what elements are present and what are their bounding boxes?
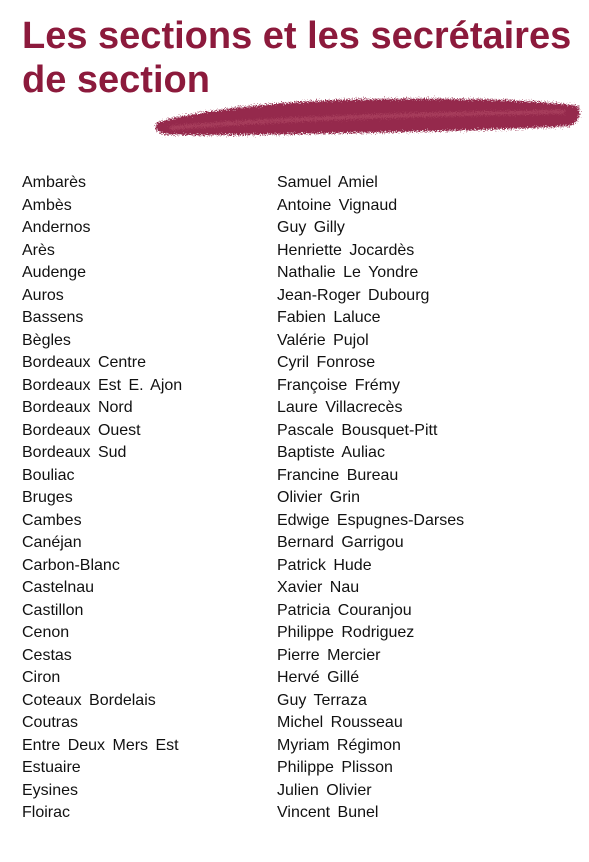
page-title-line-2: de section — [22, 59, 210, 101]
secretary-name: Pascale Bousquet-Pitt — [277, 421, 438, 439]
secretary-name: Cyril Fonrose — [277, 354, 376, 371]
section-name: Estuaire — [22, 759, 81, 776]
secretary-name: Guy Terraza — [277, 691, 367, 709]
section-name: Cenon — [22, 624, 70, 641]
section-name: Bassens — [22, 309, 84, 326]
secretary-name: Antoine Vignaud — [277, 196, 398, 214]
section-name: Auros — [22, 286, 64, 304]
section-name: Castelnau — [22, 579, 95, 596]
section-name: Bordeaux Ouest — [22, 421, 141, 439]
section-name: Bordeaux Sud — [22, 444, 127, 461]
secretary-name: Francine Bureau — [277, 466, 399, 484]
secretary-name: Valérie Pujol — [277, 331, 369, 349]
secretary-name: Edwige Espugnes-Darses — [277, 511, 465, 529]
section-name: Carbon-Blanc — [22, 556, 120, 574]
secretary-name: Henriette Jocardès — [277, 241, 415, 259]
section-name: Bordeaux Centre — [22, 354, 146, 371]
section-name: Castillon — [22, 601, 84, 619]
sections-list — [22, 172, 262, 825]
section-name: Bordeaux Est E. Ajon — [22, 376, 183, 394]
section-name: Arès — [22, 241, 55, 259]
section-name: Cambes — [22, 511, 82, 529]
secretary-name: Fabien Laluce — [277, 309, 381, 326]
section-name: Coteaux Bordelais — [22, 691, 156, 709]
secretary-name: Bernard Garrigou — [277, 534, 404, 551]
section-name: Ambarès — [22, 174, 87, 191]
section-name: Bordeaux Nord — [22, 399, 133, 416]
secretary-name: Philippe Rodriguez — [277, 624, 415, 641]
section-name: Audenge — [22, 264, 87, 281]
secretary-name: Françoise Frémy — [277, 376, 401, 394]
section-name: Entre Deux Mers Est — [22, 736, 179, 754]
section-name: Bouliac — [22, 466, 75, 484]
secretary-name: Xavier Nau — [277, 579, 360, 596]
page-title-line-1: Les sections et les secrétaires — [22, 15, 572, 57]
section-name: Canéjan — [22, 534, 82, 551]
secretary-name: Hervé Gillé — [277, 669, 360, 686]
secretary-name: Nathalie Le Yondre — [277, 264, 419, 281]
secretary-name: Vincent Bunel — [277, 804, 379, 821]
secretary-name: Olivier Grin — [277, 489, 361, 506]
section-name: Bruges — [22, 489, 73, 506]
secretary-name: Patricia Couranjou — [277, 601, 412, 619]
page-title — [22, 14, 571, 102]
secretary-name: Guy Gilly — [277, 219, 345, 236]
secretary-name: Michel Rousseau — [277, 714, 403, 731]
section-name: Ciron — [22, 669, 61, 686]
secretary-name: Laure Villacrecès — [277, 399, 403, 416]
section-name: Floirac — [22, 804, 71, 821]
section-name: Bègles — [22, 331, 71, 349]
secretary-name: Julien Olivier — [277, 781, 372, 799]
secretary-name: Myriam Régimon — [277, 736, 401, 754]
secretary-name: Pierre Mercier — [277, 646, 381, 664]
secretary-name: Philippe Plisson — [277, 759, 393, 776]
secretary-name: Patrick Hude — [277, 556, 372, 574]
section-name: Coutras — [22, 714, 79, 731]
secretary-name: Baptiste Auliac — [277, 444, 385, 461]
secretary-name: Jean-Roger Dubourg — [277, 286, 430, 304]
section-name: Andernos — [22, 219, 91, 236]
section-name: Eysines — [22, 781, 79, 799]
secretary-name: Samuel Amiel — [277, 174, 378, 191]
section-name: Cestas — [22, 646, 72, 664]
section-name: Ambès — [22, 196, 72, 214]
secretaries-list — [277, 172, 577, 825]
